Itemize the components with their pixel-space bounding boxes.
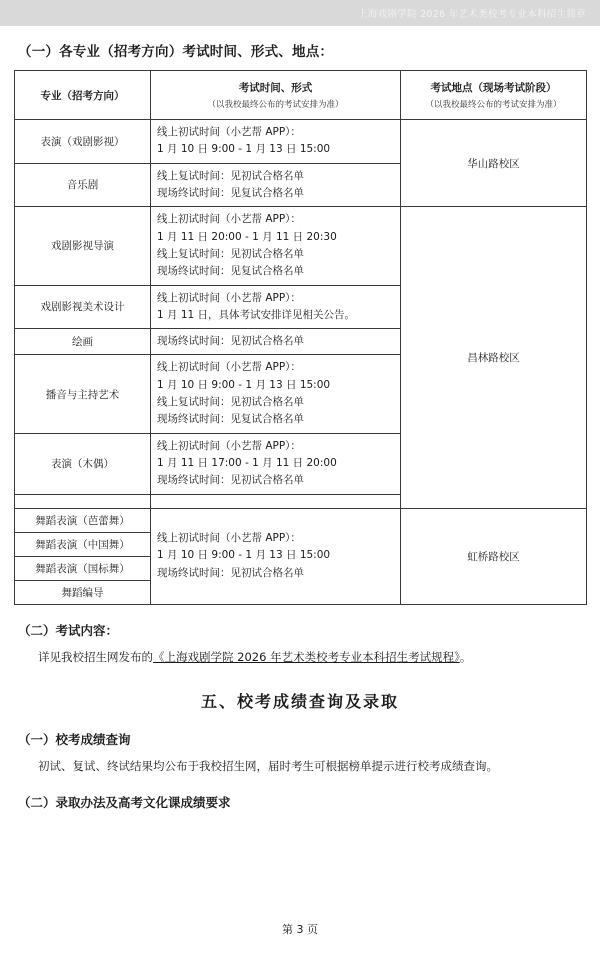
running-header-text: 上海戏剧学院 2026 年艺术类校考专业本科招生简章 xyxy=(357,9,586,20)
exam-schedule-table xyxy=(14,70,587,605)
time-line: 1 月 10 日 9:00 - 1 月 13 日 15:00 xyxy=(157,378,331,391)
time-cell xyxy=(151,508,401,604)
time-line: 现场终试时间：见复试合格名单 xyxy=(157,413,304,426)
time-line: 现场终试时间：见初试合格名单 xyxy=(157,566,304,579)
header-major-main: 专业（招考方向） xyxy=(40,89,125,102)
time-cell xyxy=(151,285,401,329)
chapter-five-title: 五、校考成绩查询及录取 xyxy=(200,692,399,712)
major-cell: 舞蹈表演（芭蕾舞） xyxy=(15,508,151,532)
section-two-body-prefix: 详见我校招生网发布的 xyxy=(38,649,153,664)
chapter-five-sub-one-body: 初试、复试、终试结果均公布于我校招生网，届时考生可根据榜单提示进行校考成绩查询。 xyxy=(38,759,498,774)
time-line: 线上初试时间（小艺帮 APP）： xyxy=(157,213,301,226)
place-cell: 昌林路校区 xyxy=(401,207,587,508)
spacer-time xyxy=(151,494,401,508)
header-time-main: 考试时间、形式 xyxy=(238,82,313,94)
time-line: 1 月 11 日，具体考试安排详见相关公告。 xyxy=(157,308,356,321)
time-cell xyxy=(151,355,401,433)
header-place-main: 考试地点（现场考试阶段） xyxy=(430,82,557,94)
time-line: 1 月 10 日 9:00 - 1 月 13 日 15:00 xyxy=(157,549,331,562)
major-cell: 舞蹈表演（国标舞） xyxy=(15,556,151,580)
time-cell xyxy=(151,207,401,285)
time-line: 1 月 11 日 20:00 - 1 月 11 日 20:30 xyxy=(157,230,337,243)
time-line: 线上初试时间（小艺帮 APP）： xyxy=(157,291,301,304)
time-cell xyxy=(151,163,401,207)
place-cell: 虹桥路校区 xyxy=(401,508,587,604)
time-cell xyxy=(151,433,401,494)
section-two-heading: （二）考试内容： xyxy=(18,622,119,638)
time-cell xyxy=(151,120,401,164)
place-cell: 华山路校区 xyxy=(401,120,587,207)
major-cell: 音乐剧 xyxy=(15,163,151,207)
table-row xyxy=(15,207,587,285)
time-line: 线上初试时间（小艺帮 APP）： xyxy=(157,126,301,138)
header-place-sub: （以我校最终公布的考试安排为准） xyxy=(425,100,562,110)
time-line: 线上初试时间（小艺帮 APP）： xyxy=(157,532,301,545)
time-line: 1 月 10 日 9:00 - 1 月 13 日 15:00 xyxy=(157,143,331,156)
major-cell: 舞蹈表演（中国舞） xyxy=(15,532,151,556)
time-line: 现场终试时间：见初试合格名单 xyxy=(157,474,304,487)
major-cell: 绘画 xyxy=(15,329,151,355)
table-row xyxy=(15,120,587,164)
header-time-sub: （以我校最终公布的考试安排为准） xyxy=(207,100,344,110)
section-one-heading: （一）各专业（招考方向）考试时间、形式、地点： xyxy=(18,44,334,60)
major-cell: 表演（木偶） xyxy=(15,433,151,494)
time-line: 线上复试时间：见初试合格名单 xyxy=(157,396,304,409)
major-cell: 戏剧影视美术设计 xyxy=(15,285,151,329)
time-line: 线上复试时间：见初试合格名单 xyxy=(157,169,304,182)
major-cell: 戏剧影视导演 xyxy=(15,207,151,285)
chapter-five-sub-one-heading: （一）校考成绩查询 xyxy=(18,732,131,748)
time-line: 线上初试时间（小艺帮 APP）： xyxy=(157,361,301,374)
table-header-row xyxy=(15,71,587,120)
time-cell xyxy=(151,329,401,355)
time-line: 1 月 11 日 17:00 - 1 月 11 日 20:00 xyxy=(157,457,337,469)
section-two-body xyxy=(14,647,586,668)
header-cell-place xyxy=(401,71,587,120)
major-cell: 表演（戏剧影视） xyxy=(15,120,151,164)
header-cell-major xyxy=(15,71,151,120)
time-line: 线上复试时间：见初试合格名单 xyxy=(157,247,304,260)
running-header xyxy=(0,0,600,26)
chapter-five-sub-two-heading: （二）录取办法及高考文化课成绩要求 xyxy=(18,795,231,810)
time-line: 线上初试时间（小艺帮 APP）： xyxy=(157,439,301,452)
table-row xyxy=(15,508,587,532)
section-two-body-suffix: 。 xyxy=(459,649,472,664)
major-cell: 播音与主持艺术 xyxy=(15,355,151,433)
page-number: 第 3 页 xyxy=(282,923,318,936)
major-cell: 舞蹈编导 xyxy=(15,580,151,604)
time-line: 现场终试时间：见初试合格名单 xyxy=(157,335,304,348)
spacer-major xyxy=(15,494,151,508)
time-line: 现场终试时间：见复试合格名单 xyxy=(157,186,304,199)
exam-regulation-link[interactable]: 《上海戏剧学院 2026 年艺术类校考专业本科招生考试规程》 xyxy=(153,649,460,664)
time-line: 现场终试时间：见复试合格名单 xyxy=(157,265,304,278)
header-cell-time xyxy=(151,71,401,120)
